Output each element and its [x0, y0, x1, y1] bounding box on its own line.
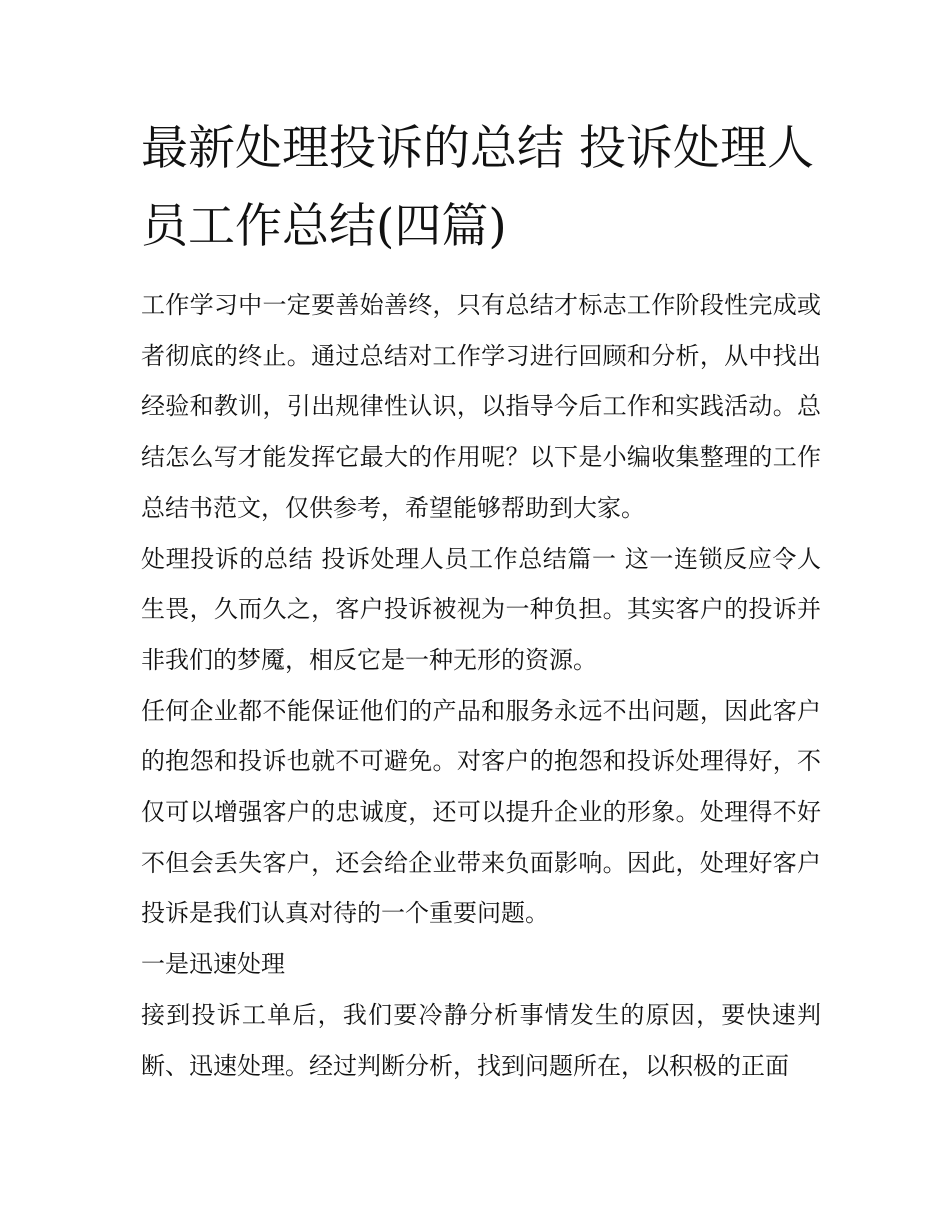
- paragraph-intro: 工作学习中一定要善始善终，只有总结才标志工作阶段性完成或者彻底的终止。通过总结对工作学习进行回顾和分析，从中找出经验和教训，引出规律性认识，以指导今后工作和实践活动。总结怎么写才能发挥它最大的作用呢？以下是小编收集整理的工作总结书范文，仅供参考，希望能够帮助到大家。: [141, 291, 821, 522]
- document-page: [141, 110, 821, 1091]
- paragraph-complaints: 任何企业都不能保证他们的产品和服务永远不出问题，因此客户的抱怨和投诉也就不可避免。对客户的抱怨和投诉处理得好，不仅可以增强客户的忠诚度，还可以提升企业的形象。处理得不好不但会丢失客户，还会给企业带来负面影响。因此，处理好客户投诉是我们认真对待的一个重要问题。: [141, 696, 821, 928]
- paragraph-section-one: 处理投诉的总结 投诉处理人员工作总结篇一 这一连锁反应令人生畏，久而久之，客户投诉被视为一种负担。其实客户的投诉并非我们的梦魇，相反它是一种无形的资源。: [141, 544, 821, 674]
- paragraph-heading-quick-handling: 一是迅速处理: [141, 950, 285, 979]
- document-title: 最新处理投诉的总结 投诉处理人员工作总结(四篇): [141, 121, 814, 254]
- paragraph-quick-handling: 接到投诉工单后，我们要冷静分析事情发生的原因，要快速判断、迅速处理。经过判断分析，找到问题所在，以积极的正面: [141, 1000, 821, 1080]
